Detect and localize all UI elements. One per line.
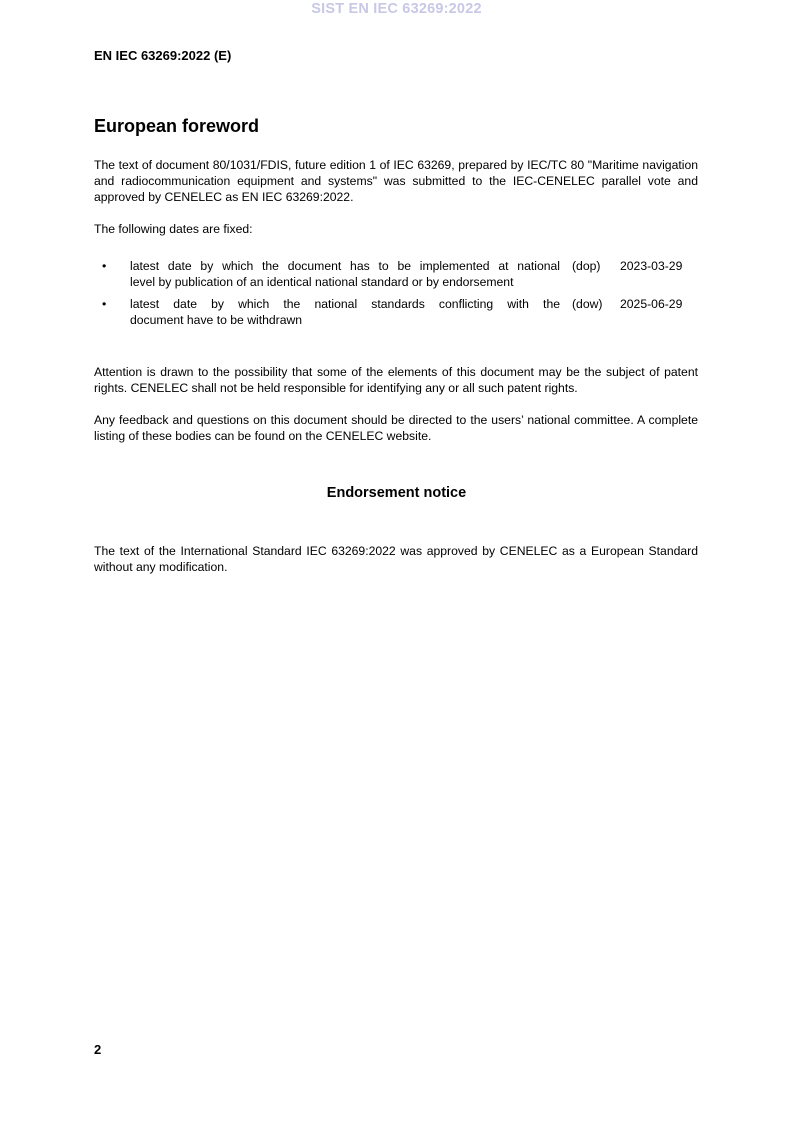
foreword-title: European foreword [94,116,260,136]
watermark: SIST EN IEC 63269:2022 [311,1,482,17]
date-value: 2025-06-29 [620,297,683,311]
date-value: 2023-03-29 [620,259,683,273]
page-number: 2 [94,1042,102,1057]
endorsement-paragraph: The text of the International Standard IEC 63269:2022 was approved by CENELEC as a European Standard without any modification. [94,544,698,574]
date-item-dow [94,296,698,334]
bullet-icon: • [102,297,107,311]
date-code: (dop) [572,259,601,273]
endorsement-title: Endorsement notice [326,485,467,501]
feedback-paragraph: Any feedback and questions on this document should be directed to the users’ national committee. A complete listing of these bodies can be found on the CENELEC website. [94,413,698,443]
date-description-line-1: latest date by which the document has to be implemented at national [130,259,560,273]
bullet-icon: • [102,259,107,273]
date-description [130,258,560,290]
date-description-line-1: latest date by which the national standards conflicting with the [130,297,560,311]
dates-list [94,258,698,334]
date-description-line-2: document have to be withdrawn [130,313,303,327]
date-item-dop [94,258,698,296]
dates-intro: The following dates are fixed: [94,222,253,236]
patent-rights-paragraph: Attention is drawn to the possibility that some of the elements of this document may be the subject of patent rights. CENELEC shall not be held responsible for identifying any or all such patent rights. [94,365,698,395]
date-code: (dow) [572,297,603,311]
foreword-paragraph-fdis: The text of document 80/1031/FDIS, future edition 1 of IEC 63269, prepared by IEC/TC 80 "Maritime navigation and radiocommunication equipment and systems" was submitted to the IEC-CENELEC parallel vote and approved by CENELEC as EN IEC 63269:2022. [94,158,698,204]
date-description [130,296,560,328]
document-id-header: EN IEC 63269:2022 (E) [94,48,232,63]
date-description-line-2: level by publication of an identical national standard or by endorsement [130,275,514,289]
